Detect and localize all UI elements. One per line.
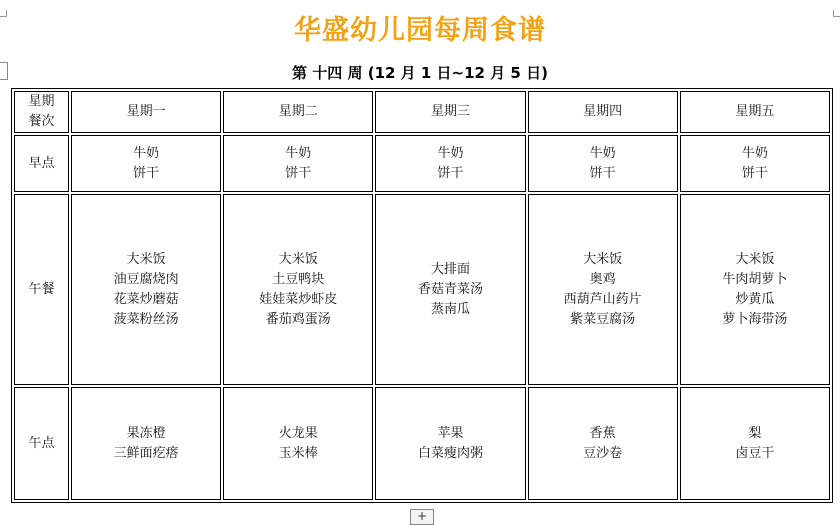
dish: 牛奶 (589, 145, 616, 161)
menu-cell (375, 135, 525, 192)
menu-cell (528, 387, 678, 500)
dish: 牛奶 (437, 145, 464, 161)
dish: 牛奶 (741, 145, 768, 161)
meal-label: 午餐 (14, 194, 69, 385)
dish: 花菜炒蘑菇 (113, 291, 179, 307)
day-header: 星期三 (375, 91, 525, 133)
dish: 番茄鸡蛋汤 (265, 311, 331, 327)
dish: 西葫芦山药片 (563, 291, 642, 307)
dish: 土豆鸭块 (272, 271, 325, 287)
corner-label-day: 星期 (28, 94, 55, 110)
dish: 香蕉 (589, 425, 616, 441)
dish: 饼干 (437, 165, 464, 181)
dish: 三鲜面疙瘩 (113, 445, 179, 461)
dish: 苹果 (437, 425, 464, 441)
dish: 奥鸡 (589, 271, 616, 287)
meal-row-lunch (14, 194, 830, 385)
menu-cell (528, 194, 678, 385)
dish: 大米饭 (126, 251, 166, 267)
dish: 卤豆干 (735, 445, 775, 461)
menu-cell (680, 194, 830, 385)
dish: 饼干 (589, 165, 616, 181)
dish: 玉米棒 (278, 445, 318, 461)
header-corner-cell (14, 91, 69, 133)
menu-cell (680, 135, 830, 192)
dish: 饼干 (741, 165, 768, 181)
dish: 白菜瘦肉粥 (417, 445, 483, 461)
dish: 火龙果 (278, 425, 318, 441)
menu-cell (528, 135, 678, 192)
day-header: 星期五 (680, 91, 830, 133)
dish: 大排面 (430, 261, 470, 277)
dish: 饼干 (285, 165, 312, 181)
dish: 大米饭 (583, 251, 623, 267)
menu-cell (71, 194, 221, 385)
meal-row-afternoon-snack (14, 387, 830, 500)
weekly-menu-table (11, 88, 833, 503)
dish: 饼干 (133, 165, 160, 181)
table-header-row (14, 91, 830, 133)
dish: 油豆腐烧肉 (113, 271, 179, 287)
add-row-button[interactable]: + (410, 509, 434, 525)
dish: 炒黄瓜 (735, 291, 775, 307)
meal-label: 早点 (14, 135, 69, 192)
dish: 牛奶 (285, 145, 312, 161)
dish: 梨 (748, 425, 762, 441)
dish: 牛奶 (133, 145, 160, 161)
meal-label: 午点 (14, 387, 69, 500)
menu-cell (680, 387, 830, 500)
page-title: 华盛幼儿园每周食谱 (294, 15, 546, 46)
dish: 蒸南瓜 (430, 301, 470, 317)
day-header: 星期二 (223, 91, 373, 133)
dish: 菠菜粉丝汤 (113, 311, 179, 327)
week-subtitle: 第 十四 周 (12 月 1 日~12 月 5 日) (292, 64, 548, 82)
menu-cell (71, 387, 221, 500)
dish: 紫菜豆腐汤 (570, 311, 636, 327)
menu-cell (71, 135, 221, 192)
meal-row-breakfast-snack (14, 135, 830, 192)
dish: 豆沙卷 (583, 445, 623, 461)
menu-cell (223, 387, 373, 500)
menu-cell (223, 135, 373, 192)
menu-cell (223, 194, 373, 385)
dish: 香菇青菜汤 (417, 281, 483, 297)
dish: 大米饭 (278, 251, 318, 267)
dish: 牛肉胡萝卜 (722, 271, 788, 287)
menu-cell (375, 387, 525, 500)
dish: 大米饭 (735, 251, 775, 267)
day-header: 星期一 (71, 91, 221, 133)
dish: 果冻橙 (126, 425, 166, 441)
day-header: 星期四 (528, 91, 678, 133)
dish: 萝卜海带汤 (722, 311, 788, 327)
dish: 娃娃菜炒虾皮 (259, 291, 338, 307)
menu-cell (375, 194, 525, 385)
corner-label-meal: 餐次 (28, 114, 55, 130)
